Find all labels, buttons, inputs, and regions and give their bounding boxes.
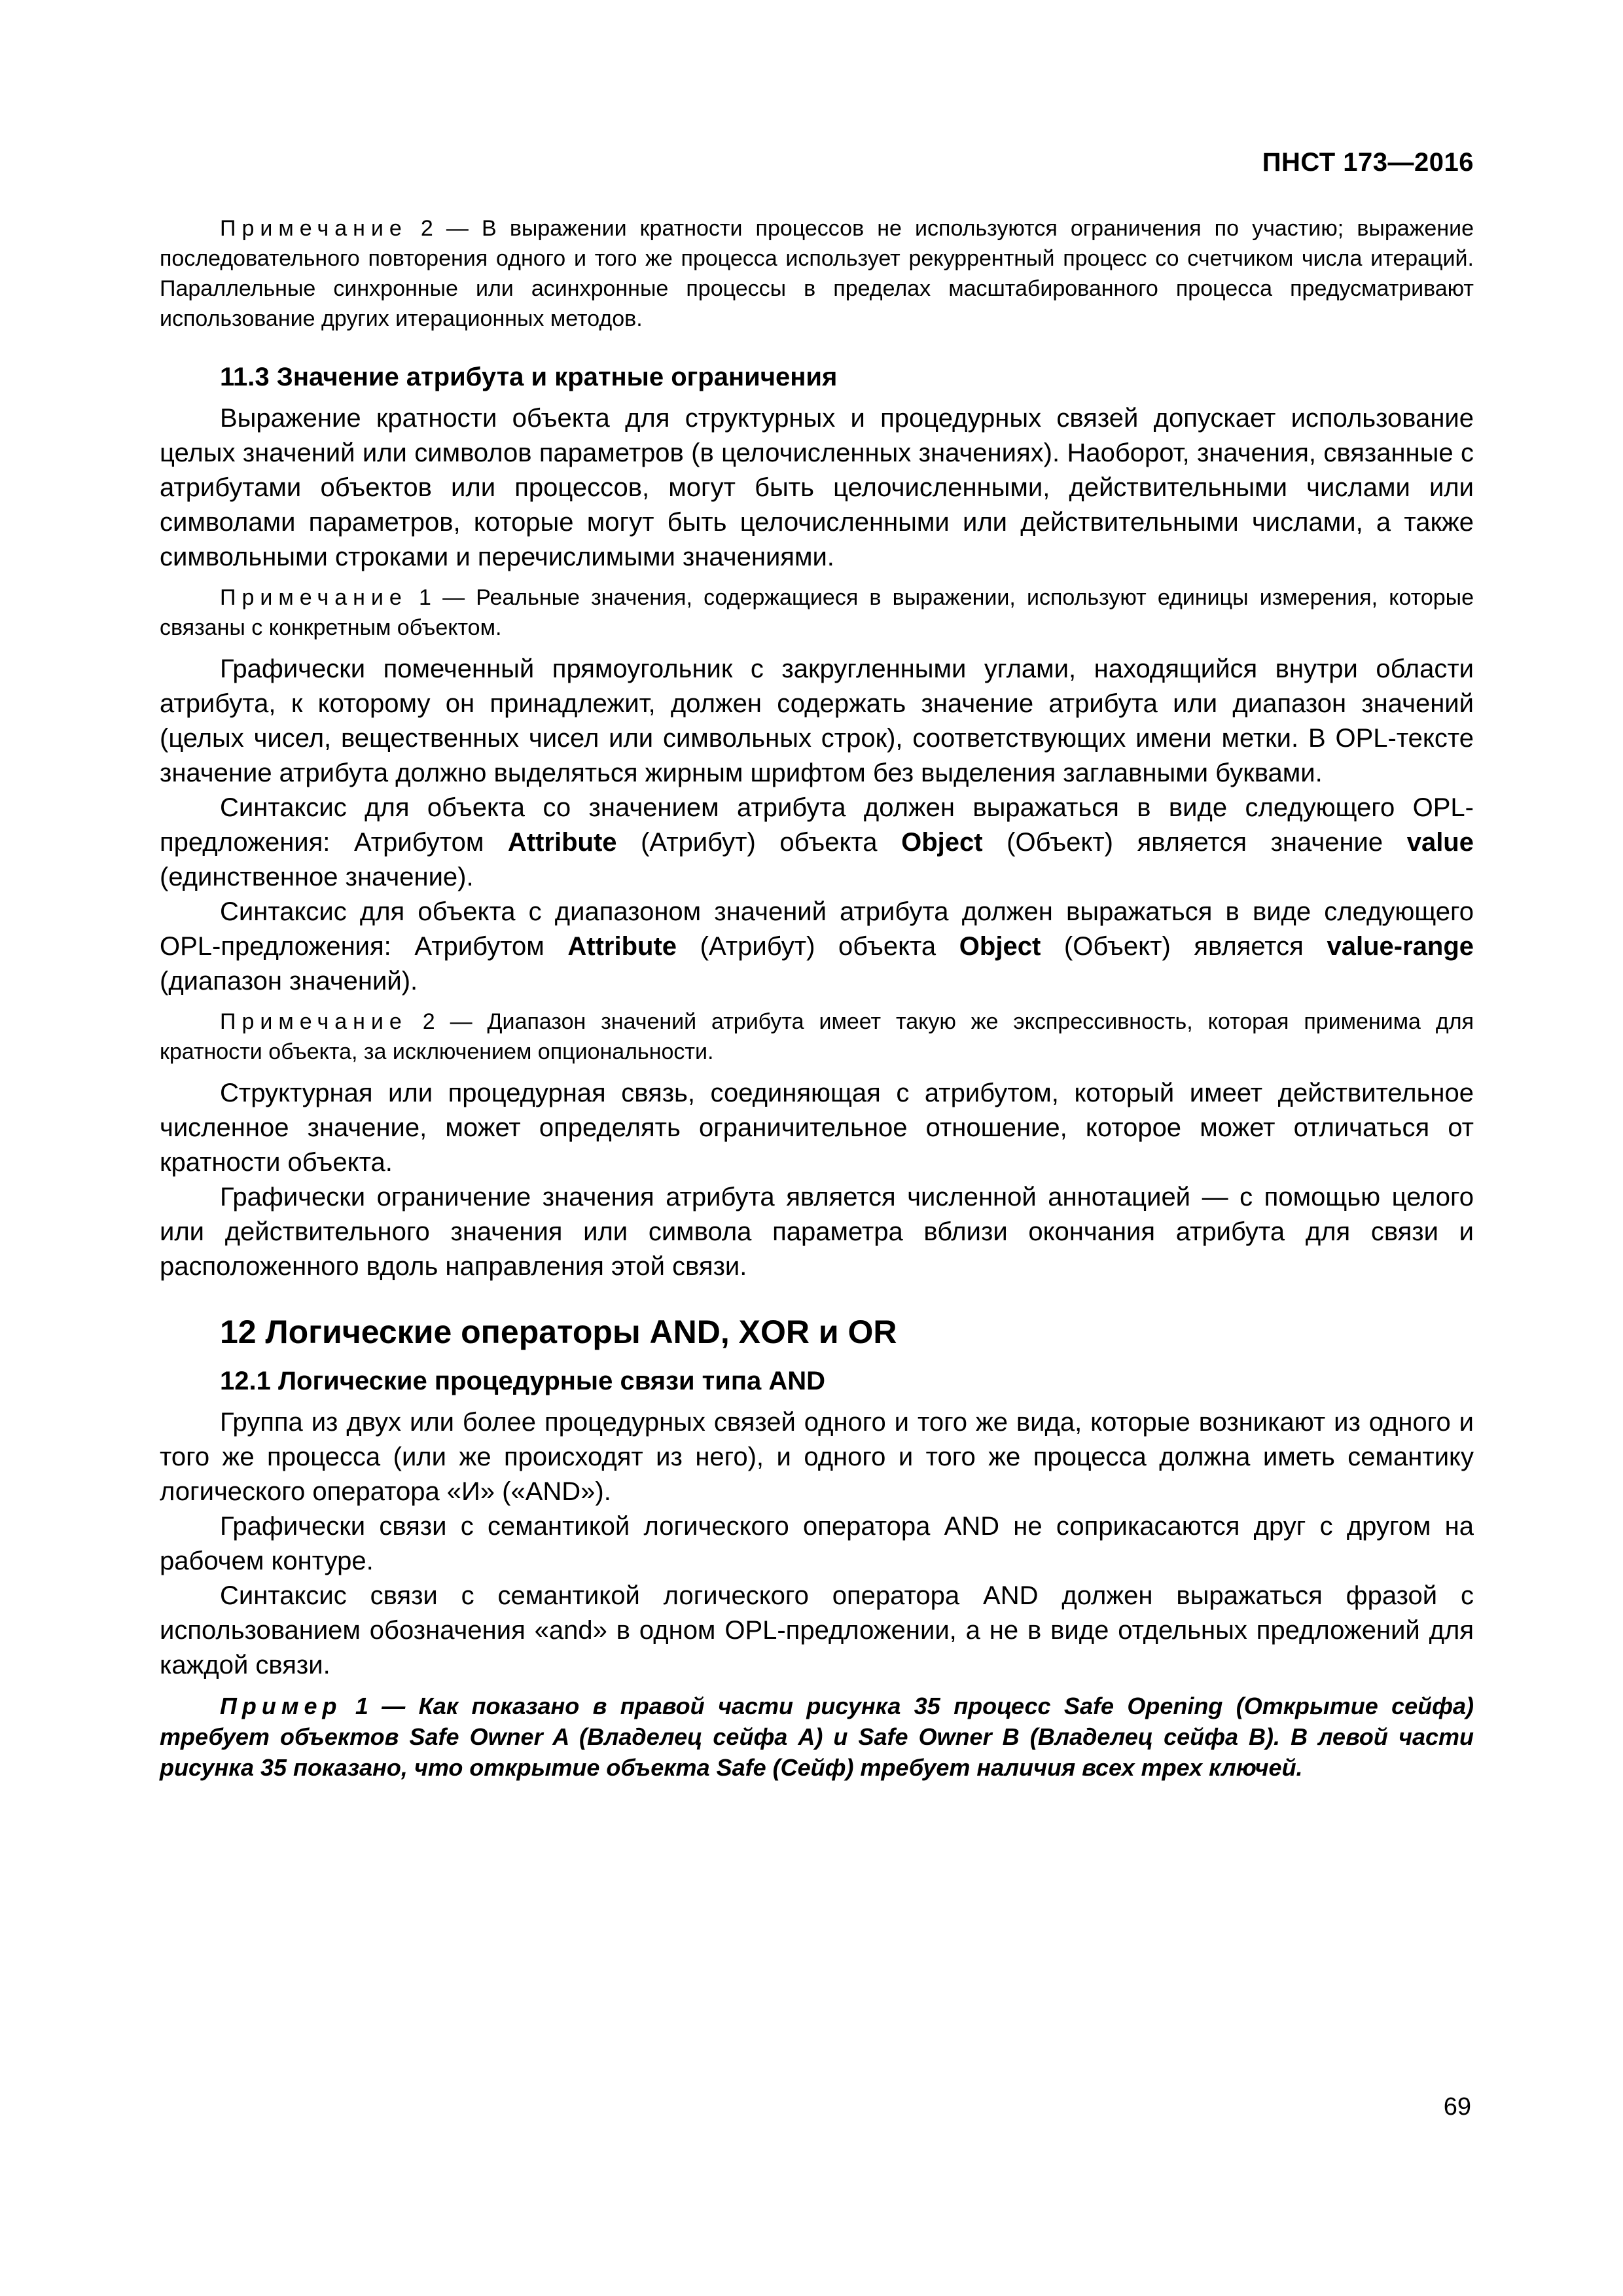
note-text: 2 — Диапазон значений атрибута имеет такую же экспрессивность, которая применима для кратности объекта, за исключением опциональности. <box>160 1009 1474 1064</box>
bold-term: Object <box>959 932 1041 961</box>
section-12-title: 12 Логические операторы AND, XOR и OR <box>220 1314 897 1350</box>
paragraph: Выражение кратности объекта для структурных и процедурных связей допускает использование целых значений или символов параметров (в целочисленных значениях). Наоборот, значения, связанные с атрибутами объектов или процессов, могут быть целочисленными, действительными числами или символами параметров, которые могут быть целочисленными или действительными числами, а также символьными строками и перечислимыми значениями. <box>160 404 1474 571</box>
note-text: 1 — Реальные значения, содержащиеся в выражении, используют единицы измерения, которые связаны с конкретным объектом. <box>160 585 1474 640</box>
text-run: (Объект) является <box>1041 932 1327 961</box>
note-2 <box>160 1007 1474 1067</box>
text-run: Синтаксис для объекта со значением атрибута должен выражаться в виде следующего OPL-предложения: Атрибутом <box>160 793 1474 857</box>
paragraph: Синтаксис связи с семантикой логического оператора AND должен выражаться фразой с использованием обозначения «and» в одном OPL-предложении, а не в виде отдельных предложений для каждой связи. <box>160 1581 1474 1679</box>
example-label: Пример <box>220 1693 342 1719</box>
note-label: Примечание <box>220 216 408 241</box>
text-run: (единственное значение). <box>160 863 474 891</box>
paragraph: Графически помеченный прямоугольник с закругленными углами, находящийся внутри области атрибута, к которому он принадлежит, должен содержать значение атрибута или диапазон значений (целых чисел, вещественных чисел или символьных строк), соответствующих имени метки. В OPL-тексте значение атрибута должно выделяться жирным шрифтом без выделения заглавными буквами. <box>160 655 1474 787</box>
text-run: (Объект) является значение <box>982 828 1407 857</box>
example-1 <box>160 1691 1474 1783</box>
paragraph: Группа из двух или более процедурных связей одного и того же вида, которые возникают из одного и того же процесса (или же происходят из него), и одного и того же процесса должна иметь семантику логического оператора «И» («AND»). <box>160 1408 1474 1506</box>
text-run: Синтаксис для объекта с диапазоном значений атрибута должен выражаться в виде следующего OPL-предложения: Атрибутом <box>160 897 1474 961</box>
bold-term: Attribute <box>567 932 677 961</box>
bold-term: value <box>1406 828 1474 857</box>
text-run: (диапазон значений). <box>160 967 418 996</box>
bold-term: Object <box>901 828 983 857</box>
document-id: ПНСТ 173—2016 <box>1262 148 1474 177</box>
section-12-1-title: 12.1 Логические процедурные связи типа AND <box>220 1367 826 1395</box>
note-1 <box>160 583 1474 643</box>
page-number: 69 <box>1443 2093 1471 2121</box>
paragraph: Графически связи с семантикой логического оператора AND не соприкасаются друг с другом на рабочем контуре. <box>160 1512 1474 1575</box>
note-label: Примечание <box>220 1009 408 1034</box>
bold-term: value-range <box>1327 932 1474 961</box>
note-top <box>160 213 1474 334</box>
paragraph-range-syntax <box>160 895 1474 999</box>
paragraph-attribute-syntax <box>160 791 1474 895</box>
section-11-3-title: 11.3 Значение атрибута и кратные ограничения <box>220 363 838 391</box>
note-label: Примечание <box>220 585 408 610</box>
text-run: (Атрибут) объекта <box>677 932 959 961</box>
bold-term: Attribute <box>507 828 617 857</box>
example-text: 1 — Как показано в правой части рисунка 35 процесс Safe Opening (Открытие сейфа) требует объектов Safe Owner A (Владелец сейфа A) и Safe Owner B (Владелец сейфа B). В левой части рисунка 35 показано, что открытие объекта Safe (Сейф) требует наличия всех трех ключей. <box>160 1693 1474 1781</box>
page-content <box>160 213 1474 1783</box>
paragraph: Графически ограничение значения атрибута является численной аннотацией — с помощью целого или действительного значения или символа параметра вблизи окончания атрибута для связи и расположенного вдоль направления этой связи. <box>160 1183 1474 1281</box>
text-run: (Атрибут) объекта <box>616 828 902 857</box>
note-text: 2 — В выражении кратности процессов не используются ограничения по участию; выражение последовательного повторения одного и того же процесса использует рекуррентный процесс со счетчиком числа итераций. Параллельные синхронные или асинхронные процессы в пределах масштабированного процесса предусматривают использование других итерационных методов. <box>160 216 1474 331</box>
paragraph: Структурная или процедурная связь, соединяющая с атрибутом, который имеет действительное численное значение, может определять ограничительное отношение, которое может отличаться от кратности объекта. <box>160 1079 1474 1177</box>
